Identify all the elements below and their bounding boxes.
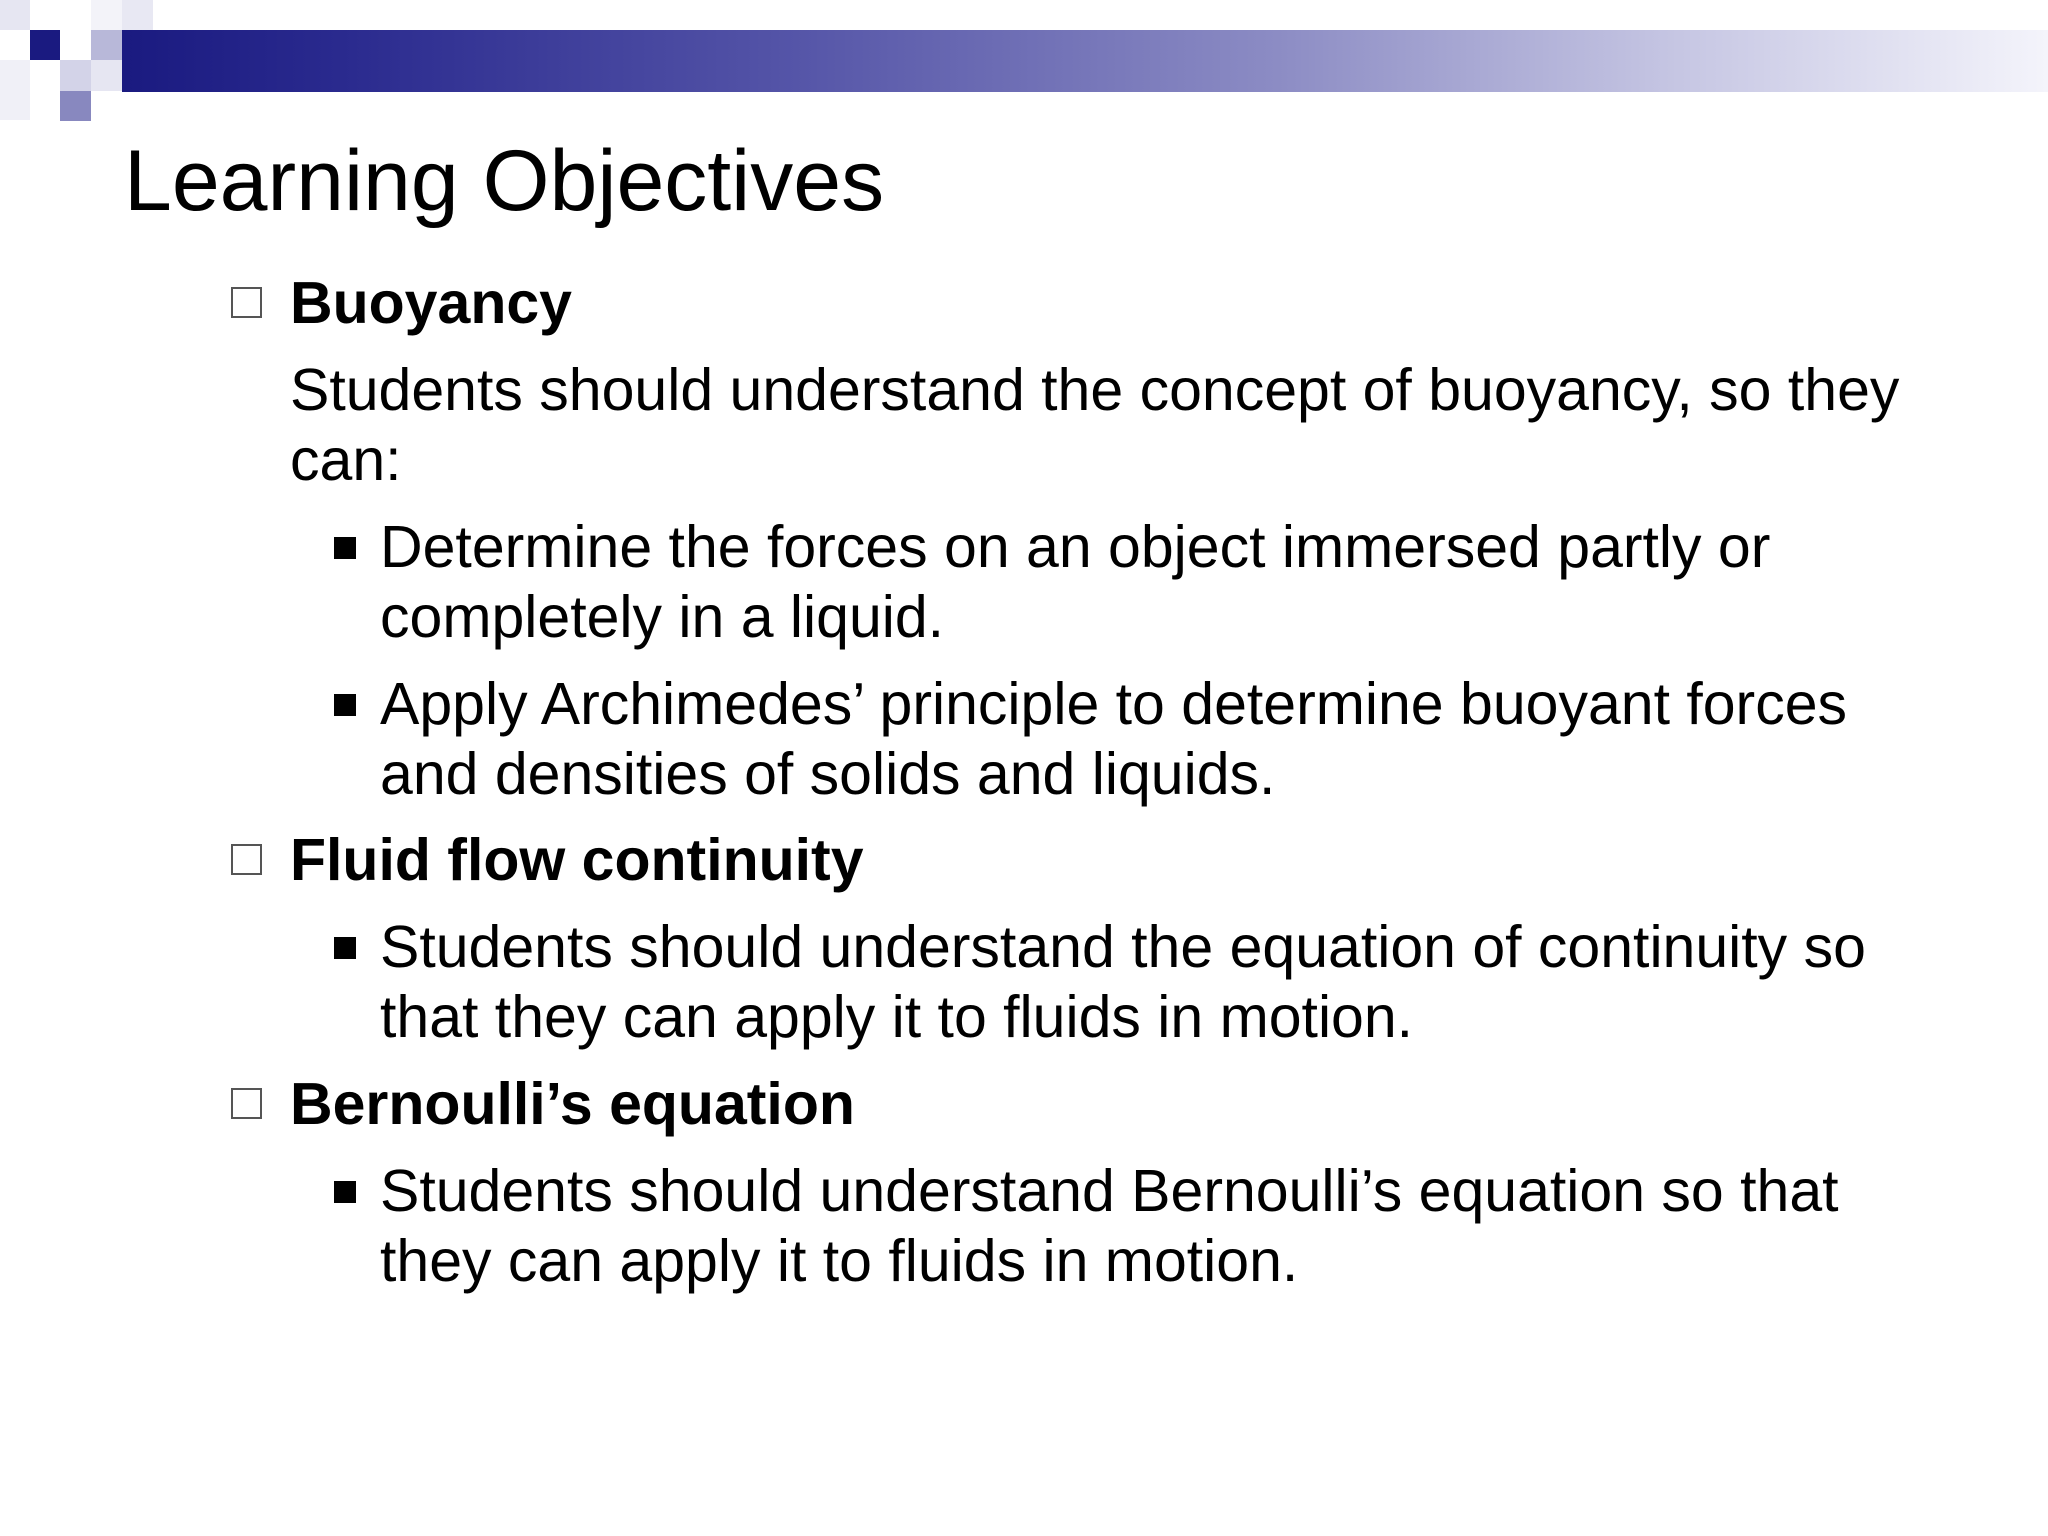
header-gradient-bar [122,30,2048,92]
decor-square [0,60,30,120]
list-item: Students should understand Bernoulli’s equation so that they can apply it to fluids in motion. [380,1158,1839,1294]
decor-square [91,0,122,30]
filled-square-icon [334,937,356,959]
decor-square [91,60,122,91]
decor-square [60,91,91,121]
section-heading-fluid-flow: Fluid flow continuity [290,827,864,893]
filled-square-icon [334,694,356,716]
hollow-square-icon [231,287,262,318]
filled-square-icon [334,537,356,559]
section-heading-buoyancy: Buoyancy [290,270,572,336]
list-item: Determine the forces on an object immersed partly or completely in a liquid. [380,514,1771,650]
decor-square [60,60,91,91]
decor-square [30,30,60,60]
decor-square [91,30,122,60]
filled-square-icon [334,1181,356,1203]
section-intro-buoyancy: Students should understand the concept of buoyancy, so they can: [290,357,1900,493]
decor-square [122,0,153,30]
list-item: Students should understand the equation of continuity so that they can apply it to fluids in motion. [380,914,1866,1050]
hollow-square-icon [231,844,262,875]
hollow-square-icon [231,1088,262,1119]
decor-square [0,0,30,30]
slide-title: Learning Objectives [124,133,885,229]
list-item: Apply Archimedes’ principle to determine buoyant forces and densities of solids and liquids. [380,671,1848,807]
section-heading-bernoulli: Bernoulli’s equation [290,1071,855,1137]
